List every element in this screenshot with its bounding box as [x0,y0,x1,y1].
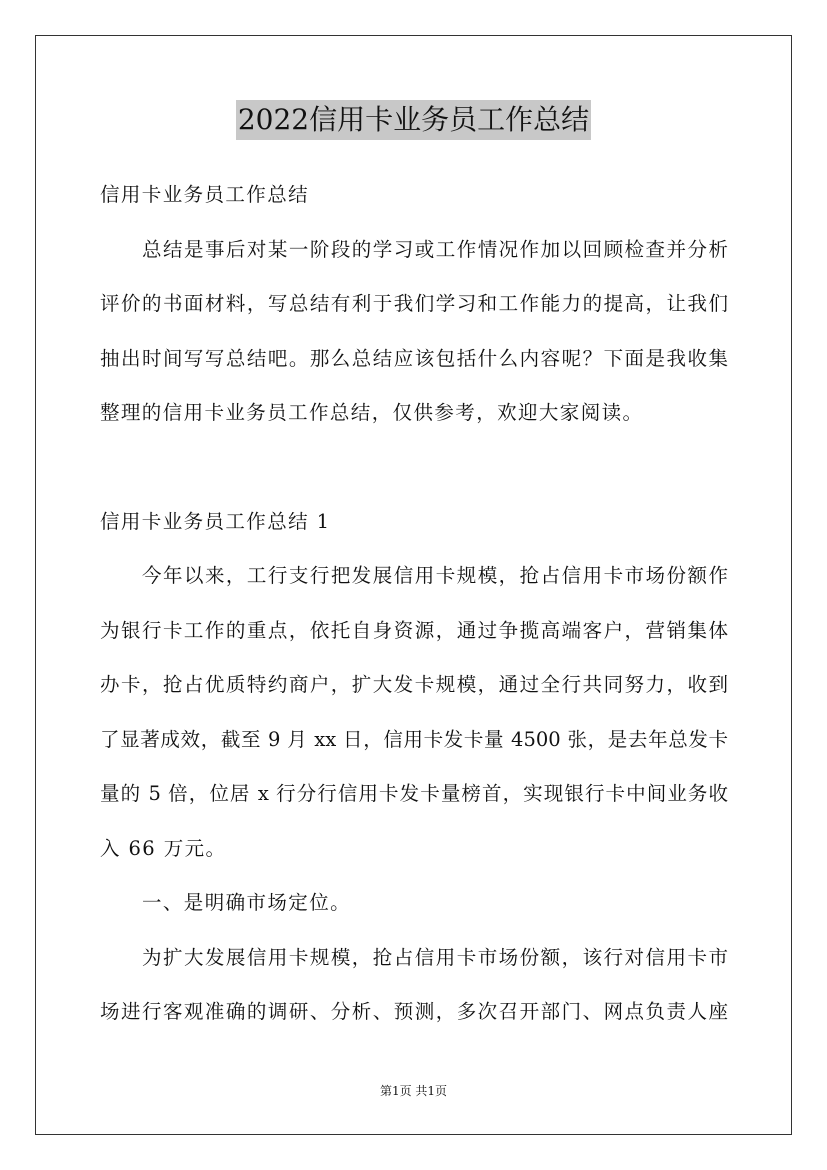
section-line: 量的 5 倍，位居 x 行分行信用卡发卡量榜首，实现银行卡中间业务收 [100,782,728,805]
section-heading: 信用卡业务员工作总结 1 [100,509,331,533]
point-line: 为扩大发展信用卡规模，抢占信用卡市场份额，该行对信用卡市 [142,945,728,969]
title-wrap [0,100,827,140]
document-title: 2022信用卡业务员工作总结 [236,100,591,140]
point-line: 场进行客观准确的调研、分析、预测，多次召开部门、网点负责人座 [100,1000,728,1023]
section-line: 今年以来，工行支行把发展信用卡规模，抢占信用卡市场份额作 [142,564,728,587]
section-line: 为银行卡工作的重点，依托自身资源，通过争揽高端客户，营销集体 [100,618,728,642]
section-line: 入 66 万元。 [100,836,227,860]
intro-line: 总结是事后对某一阶段的学习或工作情况作加以回顾检查并分析 [142,237,728,261]
paragraph-gap [100,441,728,495]
intro-line: 评价的书面材料，写总结有利于我们学习和工作能力的提高，让我们 [100,292,728,315]
section-line: 办卡，抢占优质特约商户，扩大发卡规模，通过全行共同努力，收到 [100,673,728,696]
document-body [100,168,728,1040]
page-footer: 第1页 共1页 [379,1084,448,1098]
document-subtitle: 信用卡业务员工作总结 [100,183,310,206]
point-heading: 一、是明确市场定位。 [142,891,352,914]
section-line: 了显著成效，截至 9 月 xx 日，信用卡发卡量 4500 张，是去年总发卡 [100,727,728,751]
intro-line: 抽出时间写写总结吧。那么总结应该包括什么内容呢？下面是我收集 [100,346,728,370]
intro-line: 整理的信用卡业务员工作总结，仅供参考，欢迎大家阅读。 [100,401,644,424]
